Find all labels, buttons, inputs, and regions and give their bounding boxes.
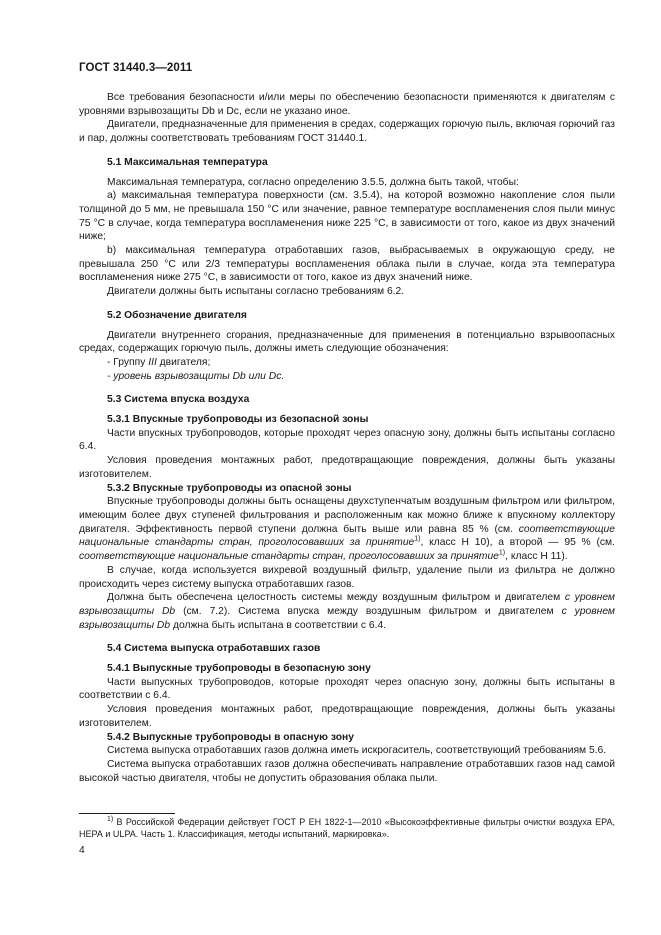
section-5-3-2-heading: 5.3.2 Впускные трубопроводы из опасной зоны [107, 482, 352, 494]
section-5-3-1-paragraph-1: Части впускных трубопроводов, которые проходят через опасную зону, должны быть испытаны согласно 6.4. [79, 427, 615, 453]
section-5-2-list-item-level [79, 370, 615, 384]
section-5-1-heading: 5.1 Максимальная температура [107, 156, 268, 168]
footnote-divider [79, 813, 175, 814]
section-5-4-1-paragraph-2: Условия проведения монтажных работ, предотвращающие повреждения, должны быть указаны изготовителем. [79, 704, 615, 729]
section-5-4-1-paragraph-1: Части выпускных трубопроводов, которые проходят через опасную зону, должны быть испытаны в соответствии с 6.4. [79, 676, 615, 702]
intro-paragraph-2 [79, 118, 615, 145]
section-5-1-test-paragraph: Двигатели должны быть испытаны согласно требованиям 6.2. [107, 286, 405, 298]
section-5-1-paragraph: Максимальная температура, согласно определению 3.5.5, должна быть такой, чтобы: [107, 176, 519, 188]
section-5-3-1-paragraph-2: Условия проведения монтажных работ, предотвращающие повреждения, должны быть указаны изготовителем. [79, 455, 615, 480]
document-header: ГОСТ 31440.3—2011 [79, 62, 193, 74]
section-5-3-1-heading: 5.3.1 Впускные трубопроводы из безопасной зоны [107, 414, 369, 426]
section-5-1-item-a: а) максимальная температура поверхности (см. 3.5.4), на которой возможно накопление слоя пыли толщиной до 5 мм, не превышала 150 °C или значение, равное температуре воспламенения слоя пыли минус 75 °C в случае, когда температура воспламенения ниже 225 °C, в зависимости от того, какое из двух значений ниже; [79, 190, 615, 243]
footnote [79, 816, 615, 840]
section-5-2-paragraph: Двигатели внутреннего сгорания, предназначенные для применения в потенциально взрывоопасных средах, содержащих горючую пыль, должны иметь следующие обозначения: [79, 329, 615, 355]
document-body [79, 91, 615, 785]
section-5-3-2-paragraph-3 [79, 591, 615, 632]
s532-p3-c: должна быть испытана в соответствии с 6.4. [170, 619, 387, 631]
s532-p1-b: , класс Н 10), а второй — 95 % (см. [420, 537, 615, 549]
footnote-ref-1: 1) [414, 535, 421, 543]
list-item-1-prefix: - Группу [107, 356, 149, 368]
section-5-4-1-heading: 5.4.1 Выпускные трубопроводы в безопасную зону [107, 663, 371, 675]
s532-p3-em1: с уровнем взрывозащиты Db [79, 592, 615, 617]
s532-p3-b: (см. 7.2). Система впуска между воздушным фильтром и двигателем [175, 605, 562, 617]
s532-p1-em2: соответствующие национальные стандарты стран, проголосовавших за принятие [79, 551, 499, 563]
section-5-1-item-b: b) максимальная температура отработавших газов, выбрасываемых в окружающую среду, не превышала 250 °C или 2/3 температуры воспламенения облака пыли в случае, когда эта температура воспламенения ниже 275 °C, в зависимости от того, какое из двух значений ниже. [79, 245, 615, 284]
list-item-2-text: - уровень взрывозащиты Db или Dc. [107, 370, 285, 382]
intro-paragraph-1 [79, 91, 615, 118]
section-5-3-heading: 5.3 Система впуска воздуха [107, 394, 250, 406]
section-5-3-2-paragraph-2: В случае, когда используется вихревой воздушный фильтр, удаление пыли из фильтра не должно происходить через систему выпуска отработавших газов. [79, 564, 615, 590]
list-item-1-group: III [148, 356, 157, 368]
section-5-4-2-heading: 5.4.2 Выпускные трубопроводы в опасную зону [107, 731, 354, 743]
s532-p1-a: Впускные трубопроводы должны быть оснащены двухступенчатым воздушным фильтром или фильтром, имеющим более двух ступеней фильтрования и расположенным как можно ближе к впускному коллектору двигателя. Эффективность первой ступени должна быть выше или равна 85 % (см. [79, 496, 615, 535]
s532-p3-em2: с уровнем взрывозащиты Db [79, 605, 615, 631]
intro-p1-text: Все требования безопасности и/или меры по обеспечению безопасности применяются к двигателям с уровнями взрывозащиты Db и Dc, если не указано иное. [79, 92, 615, 117]
s532-p1-em1: соответствующие национальные стандарты стран, проголосовавших за принятие [79, 523, 615, 549]
s532-p3-a: Должна быть обеспечена целостность системы между воздушным фильтром и двигателем [107, 592, 565, 604]
page-number: 4 [79, 845, 85, 856]
section-5-4-2-paragraph-1: Система выпуска отработавших газов должна иметь искрогаситель, соответствующий требованиям 5.6. [107, 745, 607, 757]
footnote-marker: 1) [107, 816, 114, 823]
intro-p2-text: Двигатели, предназначенные для применения в средах, содержащих горючую пыль, включая горючий газ и пар, должны соответствовать требованиям ГОСТ 31440.1. [79, 119, 615, 145]
footnote-text: В Российской Федерации действует ГОСТ Р ЕН 1822-1—2010 «Высокоэффективные фильтры очистки воздуха ЕРА, НЕРА и ULPA. Часть 1. Классификация, методы испытаний, маркировка». [79, 817, 615, 839]
section-5-3-2-paragraph-1 [79, 495, 615, 564]
s532-p1-c: , класс Н 11). [505, 551, 568, 563]
footnote-ref-2: 1) [498, 549, 506, 557]
section-5-4-2-paragraph-2: Система выпуска отработавших газов должна обеспечивать направление отработавших газов над самой высокой частью двигателя, чтобы не допустить образования облака пыли. [79, 758, 615, 784]
section-5-2-list-item-group [79, 356, 615, 370]
list-item-1-suffix: двигателя; [156, 356, 211, 368]
section-5-4-heading: 5.4 Система выпуска отработавших газов [107, 643, 321, 655]
section-5-2-heading: 5.2 Обозначение двигателя [107, 309, 247, 321]
